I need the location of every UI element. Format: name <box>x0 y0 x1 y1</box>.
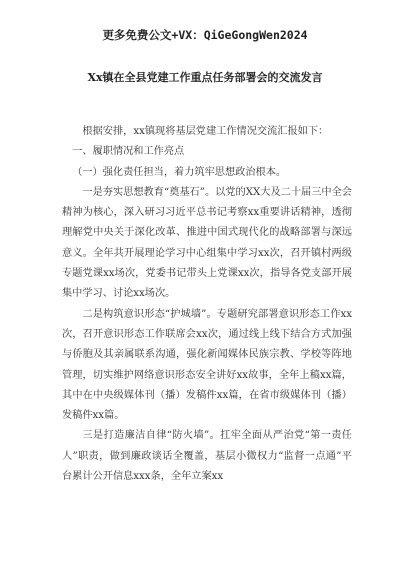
section-heading: 一、履职情况和工作亮点 <box>72 146 185 158</box>
body-paragraph-3: 三是打造廉洁自律“防火墙”。扛牢全面从严治党“第一责任人”职责，做到廉政谈话全覆盖，基层小微权力“监督一点通”平台累计公开信息xxx条，全年立案xx <box>62 430 352 483</box>
document-title: Xx镇在全县党建工作重点任务部署会的交流发言 <box>87 71 323 84</box>
body-paragraph-2: 二是构筑意识形态“护城墙”。专题研究部署意识形态工作xx次，召开意识形态工作联席会xx次，通过线上线下结合方式加强与侨胞及其亲属联系沟通，强化新闻媒体民族宗教、学校等阵地管理，切实维护网络意识形态安全讲好xx故事，全年上稿xx篇，其中在中央级媒体刊（播）发稿件xx篇，在省市级媒体刊（播）发稿件xx篇。 <box>62 308 352 422</box>
intro-paragraph: 根据安排，xx镇现将基层党建工作情况交流汇报如下： <box>82 126 329 137</box>
subsection-heading: （一）强化责任担当，着力筑牢思想政治根本。 <box>72 166 287 178</box>
body-paragraph-1: 一是夯实思想教育“奠基石”。以党的XX大及二十届三中全会精神为核心，深入研习习近平总书记考察xx重要讲话精神，透彻理解党中央关于深化改革、推进中国式现代化的战略部署与深远意义。全年共开展理论学习中心组集中学习xx次，召开镇村两级专题党课xx场次，党委书记带头上党课xx次，指导各党支部开展集中学习、讨论xx场次。 <box>62 186 352 300</box>
header-banner: 更多免费公文+VX：QiGeGongWen2024 <box>102 28 308 42</box>
document-body <box>62 122 352 487</box>
